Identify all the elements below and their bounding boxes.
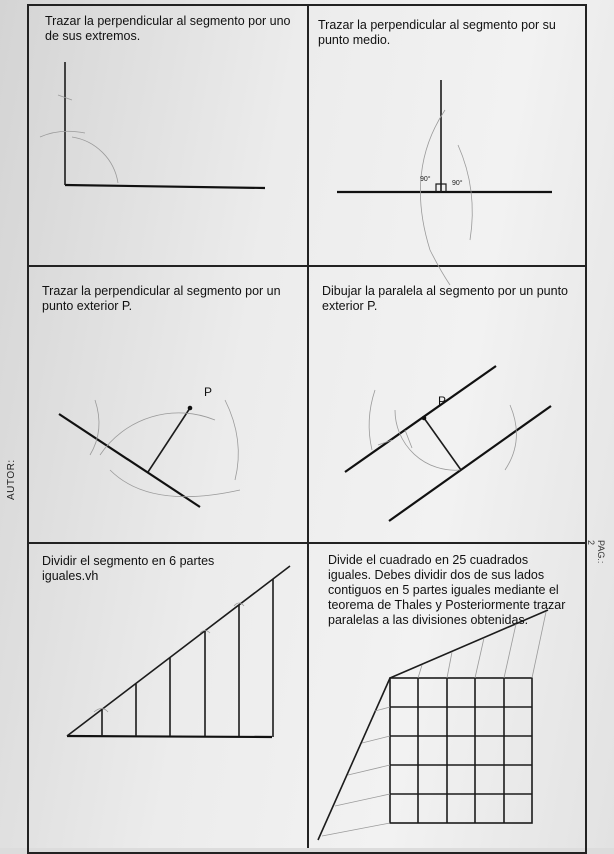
exercise-1-instruction: Trazar la perpendicular al segmento por uno de sus extremos. — [45, 14, 291, 43]
angle-label-right: 90° — [452, 180, 463, 187]
exercise-6-instruction: Divide el cuadrado en 25 cuadrados iguales. Debes dividir dos de sus lados contiguos en 5 partes iguales mediante el teorema de Thales y Posteriormente trazar paralelas a las divisiones obtenidas. — [328, 553, 566, 627]
author-label: AUTOR: — [6, 459, 17, 500]
exercise-6-drawing — [318, 610, 548, 840]
exercise-2-drawing — [337, 80, 552, 285]
exercise-2-instruction: Trazar la perpendicular al segmento por su punto medio. — [318, 18, 556, 47]
exercise-1-drawing — [40, 62, 265, 188]
point-p-label-ex4: P — [438, 394, 447, 408]
exercise-4-instruction: Dibujar la paralela al segmento por un punto exterior P. — [322, 284, 568, 313]
exercise-5-instruction: Dividir el segmento en 6 partes iguales.vh — [42, 554, 215, 583]
angle-label-left: 90° — [420, 176, 431, 183]
point-p-label-ex3: P — [204, 385, 213, 399]
exercise-3-drawing — [59, 385, 240, 507]
page-number: PAG.: 2 — [586, 540, 606, 564]
exercise-3-instruction: Trazar la perpendicular al segmento por un punto exterior P. — [42, 284, 281, 313]
exercise-5-drawing — [67, 566, 290, 737]
exercise-4-drawing — [345, 366, 551, 521]
